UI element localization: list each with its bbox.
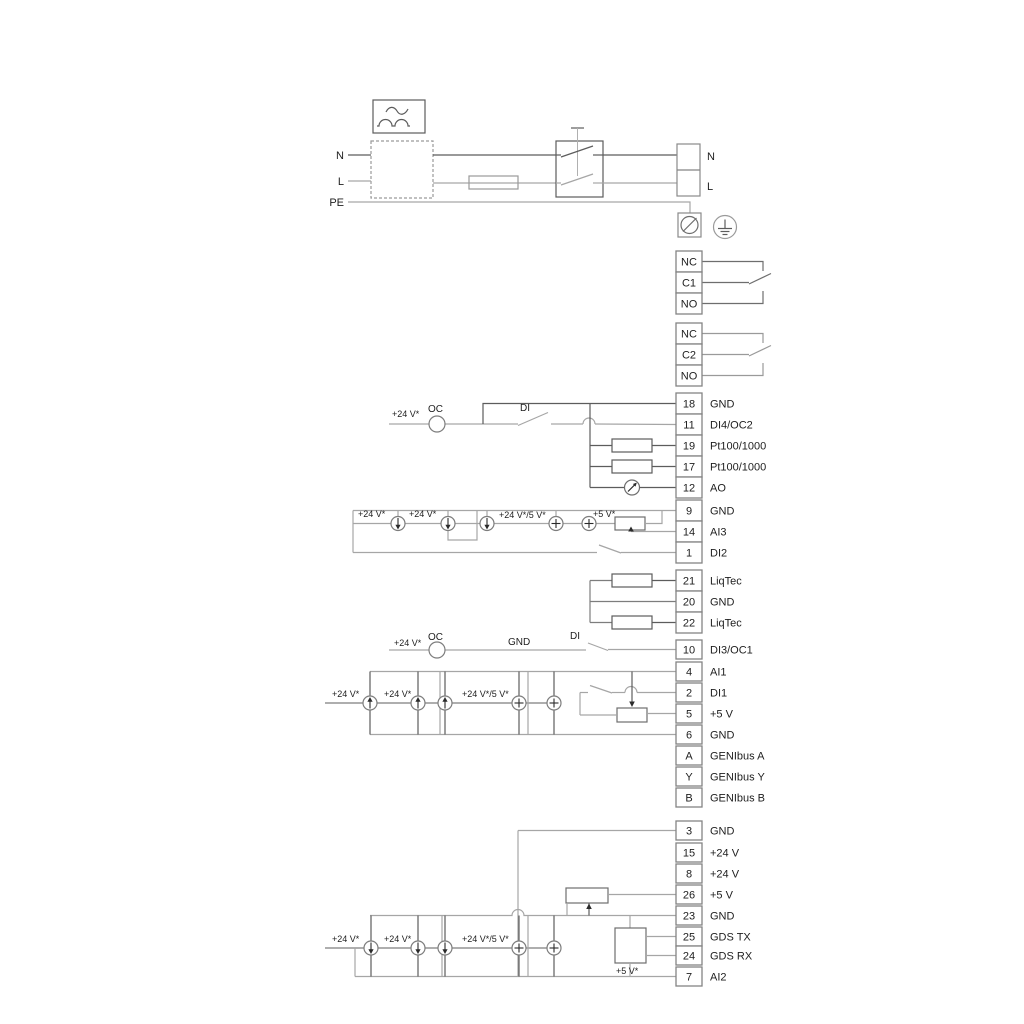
pt100-resistor-1 bbox=[612, 439, 652, 452]
terminal-label: GND bbox=[710, 505, 735, 518]
current-source-icon bbox=[411, 696, 425, 710]
label-oc-row10: OC bbox=[428, 632, 443, 643]
label-pe: PE bbox=[329, 197, 344, 209]
terminal-1 bbox=[676, 542, 727, 563]
label-l: L bbox=[337, 176, 344, 188]
label-24v-bot-2: +24 V* bbox=[384, 934, 412, 944]
label-24v5v-ai3: +24 V*/5 V* bbox=[499, 510, 546, 520]
label-24v-io1: +24 V* bbox=[392, 409, 420, 419]
terminal-label: Pt100/1000 bbox=[710, 461, 767, 474]
terminal-4 bbox=[676, 662, 727, 681]
terminal-23 bbox=[676, 906, 735, 925]
label-24v-ai1-2: +24 V* bbox=[384, 689, 412, 699]
current-source-icon bbox=[438, 696, 452, 710]
terminal-B bbox=[676, 788, 765, 807]
current-source-icon bbox=[363, 696, 377, 710]
terminal-number: NC bbox=[681, 328, 697, 341]
open-collector-icon bbox=[429, 642, 445, 658]
terminal-22 bbox=[676, 612, 742, 633]
terminal-number: 19 bbox=[682, 440, 696, 453]
current-source-icon bbox=[364, 941, 378, 955]
label-24v-row10: +24 V* bbox=[394, 638, 422, 648]
terminal-label: GENIbus A bbox=[710, 750, 765, 763]
pt100-resistor-2 bbox=[612, 460, 652, 473]
current-source-icon bbox=[438, 941, 452, 955]
terminal-number: 15 bbox=[682, 847, 696, 860]
terminal-number: 4 bbox=[685, 666, 693, 679]
wire-pe bbox=[348, 202, 690, 213]
terminal-number: 1 bbox=[685, 547, 693, 560]
terminal-label: GND bbox=[710, 729, 735, 742]
terminal-2 bbox=[676, 683, 727, 702]
terminal-3 bbox=[676, 821, 735, 840]
terminal-number: 6 bbox=[685, 729, 693, 742]
terminal-C2 bbox=[676, 344, 702, 365]
terminal-number: B bbox=[685, 792, 693, 805]
terminal-number: 7 bbox=[685, 971, 693, 984]
terminal-number: 23 bbox=[682, 910, 696, 923]
terminal-number: 12 bbox=[682, 482, 696, 495]
current-source-icon bbox=[441, 517, 455, 531]
label-out-l: L bbox=[707, 181, 714, 193]
terminal-number: NO bbox=[680, 370, 698, 383]
terminal-C1 bbox=[676, 272, 702, 293]
relay2-contact bbox=[702, 334, 771, 376]
terminal-NO bbox=[676, 365, 702, 386]
ai1-options-circuit bbox=[325, 672, 676, 735]
label-di-io1: DI bbox=[520, 403, 530, 414]
terminal-label: DI2 bbox=[710, 547, 728, 560]
terminal-15 bbox=[676, 843, 740, 862]
analog-output-meter bbox=[590, 480, 676, 495]
open-collector-icon bbox=[429, 416, 445, 432]
liqtec-resistor-2 bbox=[612, 616, 652, 629]
terminal-5 bbox=[676, 704, 734, 723]
terminal-26 bbox=[676, 885, 734, 904]
terminal-label: GDS RX bbox=[710, 950, 753, 963]
terminal-label: GND bbox=[710, 596, 735, 609]
terminal-14 bbox=[676, 521, 727, 542]
terminal-label: Pt100/1000 bbox=[710, 440, 767, 453]
terminal-number: 14 bbox=[682, 526, 696, 539]
terminal-18 bbox=[676, 393, 735, 414]
liqtec-resistor-1 bbox=[612, 574, 652, 587]
relay1-contact bbox=[702, 262, 771, 304]
terminal-25 bbox=[676, 927, 751, 946]
terminal-label: GND bbox=[710, 825, 735, 838]
terminal-label: AI2 bbox=[710, 971, 727, 984]
label-24v-ai3-1: +24 V* bbox=[358, 509, 386, 519]
terminal-label: GENIbus Y bbox=[710, 771, 765, 784]
terminal-number: 26 bbox=[682, 889, 696, 902]
label-oc-io1: OC bbox=[428, 404, 443, 415]
voltage-source-icon bbox=[547, 941, 561, 955]
terminal-12 bbox=[676, 477, 726, 498]
terminal-number: Y bbox=[685, 771, 693, 784]
terminal-10 bbox=[676, 640, 753, 659]
ai1-potentiometer bbox=[617, 708, 647, 722]
terminal-label: GND bbox=[710, 910, 735, 923]
terminal-7 bbox=[676, 967, 727, 986]
terminal-mains bbox=[677, 144, 700, 196]
terminal-number: 25 bbox=[682, 931, 696, 944]
terminal-number: 8 bbox=[685, 868, 693, 881]
terminal-number: 10 bbox=[682, 644, 696, 657]
pt100-sensors bbox=[590, 439, 676, 473]
terminal-9 bbox=[676, 500, 735, 521]
label-24v-ai1-1: +24 V* bbox=[332, 689, 360, 699]
label-5v-ai3: +5 V* bbox=[593, 509, 616, 519]
voltage-source-icon bbox=[512, 696, 526, 710]
terminal-number: 20 bbox=[682, 596, 696, 609]
terminal-label: GENIbus B bbox=[710, 792, 766, 805]
terminal-number: A bbox=[685, 750, 693, 763]
terminal-number: 18 bbox=[682, 398, 696, 411]
terminal-label: LiqTec bbox=[710, 617, 742, 630]
terminal-label: LiqTec bbox=[710, 575, 742, 588]
terminal-number: 5 bbox=[685, 708, 693, 721]
mains-section bbox=[348, 100, 737, 239]
terminal-number: 9 bbox=[685, 505, 693, 518]
terminal-number: NO bbox=[680, 298, 698, 311]
terminal-label: +24 V bbox=[710, 847, 740, 860]
terminal-label: +24 V bbox=[710, 868, 740, 881]
labels-layer bbox=[329, 150, 715, 976]
ai3-potentiometer bbox=[615, 517, 645, 530]
voltage-source-icon bbox=[547, 696, 561, 710]
liqtec-sensor-circuit bbox=[590, 574, 676, 629]
terminal-number: 24 bbox=[682, 950, 696, 963]
terminal-number: 3 bbox=[685, 825, 693, 838]
label-5v-bot: +5 V* bbox=[616, 966, 639, 976]
ai2-potentiometer bbox=[566, 888, 608, 903]
terminal-label: AO bbox=[710, 482, 726, 495]
terminal-label: DI1 bbox=[710, 687, 728, 700]
label-24v5v-ai1: +24 V*/5 V* bbox=[462, 689, 509, 699]
terminal-A bbox=[676, 746, 765, 765]
terminal-number: C1 bbox=[681, 277, 697, 290]
current-source-icon bbox=[391, 517, 405, 531]
terminal-number: C2 bbox=[681, 349, 697, 362]
terminal-label: GDS TX bbox=[710, 931, 751, 944]
earth-ground-icon bbox=[714, 216, 737, 239]
current-source-icon bbox=[480, 517, 494, 531]
terminal-number: 2 bbox=[685, 687, 693, 700]
ai2-options-circuit bbox=[325, 831, 676, 977]
terminal-number: 11 bbox=[683, 419, 695, 432]
terminal-11 bbox=[676, 414, 753, 435]
terminal-24 bbox=[676, 946, 753, 965]
terminal-20 bbox=[676, 591, 735, 612]
terminal-number: NC bbox=[681, 256, 697, 269]
terminal-NO bbox=[676, 293, 702, 314]
terminal-label: +5 V bbox=[710, 708, 733, 721]
terminal-number: 22 bbox=[682, 617, 696, 630]
terminal-Y bbox=[676, 767, 765, 786]
terminal-NC bbox=[676, 251, 702, 272]
terminal-label: DI3/OC1 bbox=[710, 644, 753, 657]
terminal-8 bbox=[676, 864, 740, 883]
label-n: N bbox=[336, 150, 344, 162]
label-out-n: N bbox=[707, 151, 715, 163]
terminal-17 bbox=[676, 456, 766, 477]
ac-dc-symbol-icon bbox=[373, 100, 425, 133]
terminal-label: GND bbox=[710, 398, 735, 411]
terminal-label: AI1 bbox=[710, 666, 727, 679]
filter-box bbox=[371, 141, 433, 198]
terminal-NC bbox=[676, 323, 702, 344]
label-24v-ai3-2: +24 V* bbox=[409, 509, 437, 519]
terminal-21 bbox=[676, 570, 742, 591]
voltage-source-icon bbox=[549, 517, 563, 531]
label-24v5v-bot: +24 V*/5 V* bbox=[462, 934, 509, 944]
main-switch bbox=[556, 128, 603, 197]
terminal-number: 21 bbox=[682, 575, 696, 588]
voltage-source-icon bbox=[512, 941, 526, 955]
pe-screw-terminal-icon bbox=[678, 213, 701, 237]
gds-sensor-box bbox=[615, 928, 646, 963]
terminal-label: AI3 bbox=[710, 526, 727, 539]
terminal-6 bbox=[676, 725, 735, 744]
terminal-label: +5 V bbox=[710, 889, 733, 902]
terminal-label: DI4/OC2 bbox=[710, 419, 753, 432]
label-di-row10: DI bbox=[570, 631, 580, 642]
terminal-number: 17 bbox=[682, 461, 696, 474]
label-24v-bot-1: +24 V* bbox=[332, 934, 360, 944]
terminal-19 bbox=[676, 435, 766, 456]
label-gnd-row10: GND bbox=[508, 637, 531, 648]
current-source-icon bbox=[411, 941, 425, 955]
